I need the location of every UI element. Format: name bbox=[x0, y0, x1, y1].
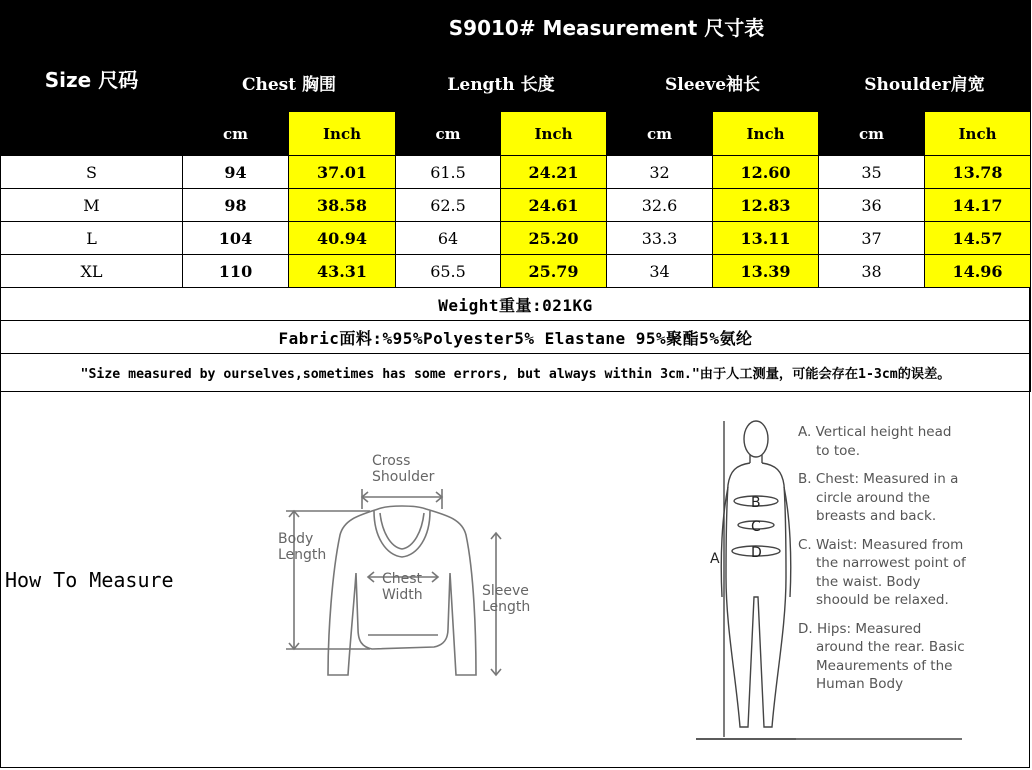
chest-cm-cell: 98 bbox=[183, 189, 289, 222]
chest-cm-cell: 104 bbox=[183, 222, 289, 255]
legend-item-c: C. Waist: Measured from the narrowest point of the waist. Body shoould be relaxed. bbox=[798, 536, 966, 608]
shoulder-label: Shoulder bbox=[372, 469, 435, 485]
width-label: Width bbox=[382, 587, 423, 603]
shoulder-inch-cell: 14.57 bbox=[925, 222, 1031, 255]
table-row bbox=[1, 222, 1031, 255]
chart-title: S9010# Measurement 尺寸表 bbox=[183, 1, 1031, 53]
length-cm-cell: 61.5 bbox=[396, 156, 501, 189]
marker-b: B bbox=[751, 495, 761, 511]
sleeve-length-label: Length bbox=[482, 599, 531, 615]
unit-cm-header: cm bbox=[819, 112, 925, 156]
unit-cm-header: cm bbox=[396, 112, 501, 156]
length-header: Length 长度 bbox=[396, 53, 607, 112]
sleeve-inch-cell: 13.11 bbox=[713, 222, 819, 255]
length-cm-cell: 64 bbox=[396, 222, 501, 255]
body-length-label: Length bbox=[278, 547, 327, 563]
how-to-measure-label: How To Measure bbox=[5, 568, 174, 592]
fabric-row: Fabric面料:%95%Polyester5% Elastane 95%聚酯5%氨纶 bbox=[1, 321, 1031, 354]
shoulder-inch-cell: 14.96 bbox=[925, 255, 1031, 288]
table-row bbox=[1, 189, 1031, 222]
sleeve-cm-cell: 32.6 bbox=[607, 189, 713, 222]
length-inch-cell: 24.21 bbox=[501, 156, 607, 189]
garment-diagram bbox=[270, 453, 540, 693]
how-to-measure-section bbox=[0, 393, 1030, 769]
sleeve-inch-cell: 12.83 bbox=[713, 189, 819, 222]
body-label: Body bbox=[278, 531, 314, 547]
chest-label: Chest bbox=[382, 571, 423, 587]
length-inch-cell: 25.20 bbox=[501, 222, 607, 255]
size-cell: M bbox=[1, 189, 183, 222]
unit-inch-header: Inch bbox=[501, 112, 607, 156]
measurement-legend bbox=[798, 423, 968, 704]
length-cm-cell: 65.5 bbox=[396, 255, 501, 288]
length-cm-cell: 62.5 bbox=[396, 189, 501, 222]
shoulder-header: Shoulder肩宽 bbox=[819, 53, 1031, 112]
marker-c: C bbox=[751, 519, 761, 535]
unit-inch-header: Inch bbox=[713, 112, 819, 156]
size-cell: XL bbox=[1, 255, 183, 288]
size-column-header: Size 尺码 bbox=[1, 1, 183, 156]
shoulder-cm-cell: 35 bbox=[819, 156, 925, 189]
unit-cm-header: cm bbox=[607, 112, 713, 156]
sleeve-cm-cell: 32 bbox=[607, 156, 713, 189]
sleeve-inch-cell: 13.39 bbox=[713, 255, 819, 288]
length-inch-cell: 24.61 bbox=[501, 189, 607, 222]
chest-cm-cell: 110 bbox=[183, 255, 289, 288]
shoulder-cm-cell: 38 bbox=[819, 255, 925, 288]
sleeve-header: Sleeve袖长 bbox=[607, 53, 819, 112]
legend-item-b: B. Chest: Measured in a circle around the breasts and back. bbox=[798, 471, 959, 524]
unit-cm-header: cm bbox=[183, 112, 289, 156]
chest-inch-cell: 37.01 bbox=[289, 156, 396, 189]
sleeve-cm-cell: 33.3 bbox=[607, 222, 713, 255]
shoulder-cm-cell: 37 bbox=[819, 222, 925, 255]
floor-line bbox=[696, 737, 966, 741]
size-cell: L bbox=[1, 222, 183, 255]
shoulder-inch-cell: 13.78 bbox=[925, 156, 1031, 189]
sleeve-cm-cell: 34 bbox=[607, 255, 713, 288]
size-cell: S bbox=[1, 156, 183, 189]
marker-a: A bbox=[710, 551, 720, 567]
chest-cm-cell: 94 bbox=[183, 156, 289, 189]
unit-inch-header: Inch bbox=[289, 112, 396, 156]
length-inch-cell: 25.79 bbox=[501, 255, 607, 288]
chest-inch-cell: 40.94 bbox=[289, 222, 396, 255]
chest-inch-cell: 43.31 bbox=[289, 255, 396, 288]
shoulder-cm-cell: 36 bbox=[819, 189, 925, 222]
weight-row: Weight重量:021KG bbox=[1, 288, 1031, 321]
body-diagram bbox=[696, 417, 796, 747]
unit-inch-header: Inch bbox=[925, 112, 1031, 156]
cross-label: Cross bbox=[372, 453, 411, 469]
sleeve-label: Sleeve bbox=[482, 583, 529, 599]
table-row bbox=[1, 255, 1031, 288]
shoulder-inch-cell: 14.17 bbox=[925, 189, 1031, 222]
chest-header: Chest 胸围 bbox=[183, 53, 396, 112]
chest-inch-cell: 38.58 bbox=[289, 189, 396, 222]
sleeve-inch-cell: 12.60 bbox=[713, 156, 819, 189]
measurement-note: "Size measured by ourselves,sometimes has some errors, but always within 3cm."由于人工测量，可能会存在1-3cm的误差。 bbox=[1, 354, 1031, 392]
legend-item-a: A. Vertical height head to toe. bbox=[798, 424, 952, 459]
table-row bbox=[1, 156, 1031, 189]
marker-d: D bbox=[751, 545, 762, 561]
legend-item-d: D. Hips: Measured around the rear. Basic Meaurements of the Human Body bbox=[798, 620, 965, 692]
